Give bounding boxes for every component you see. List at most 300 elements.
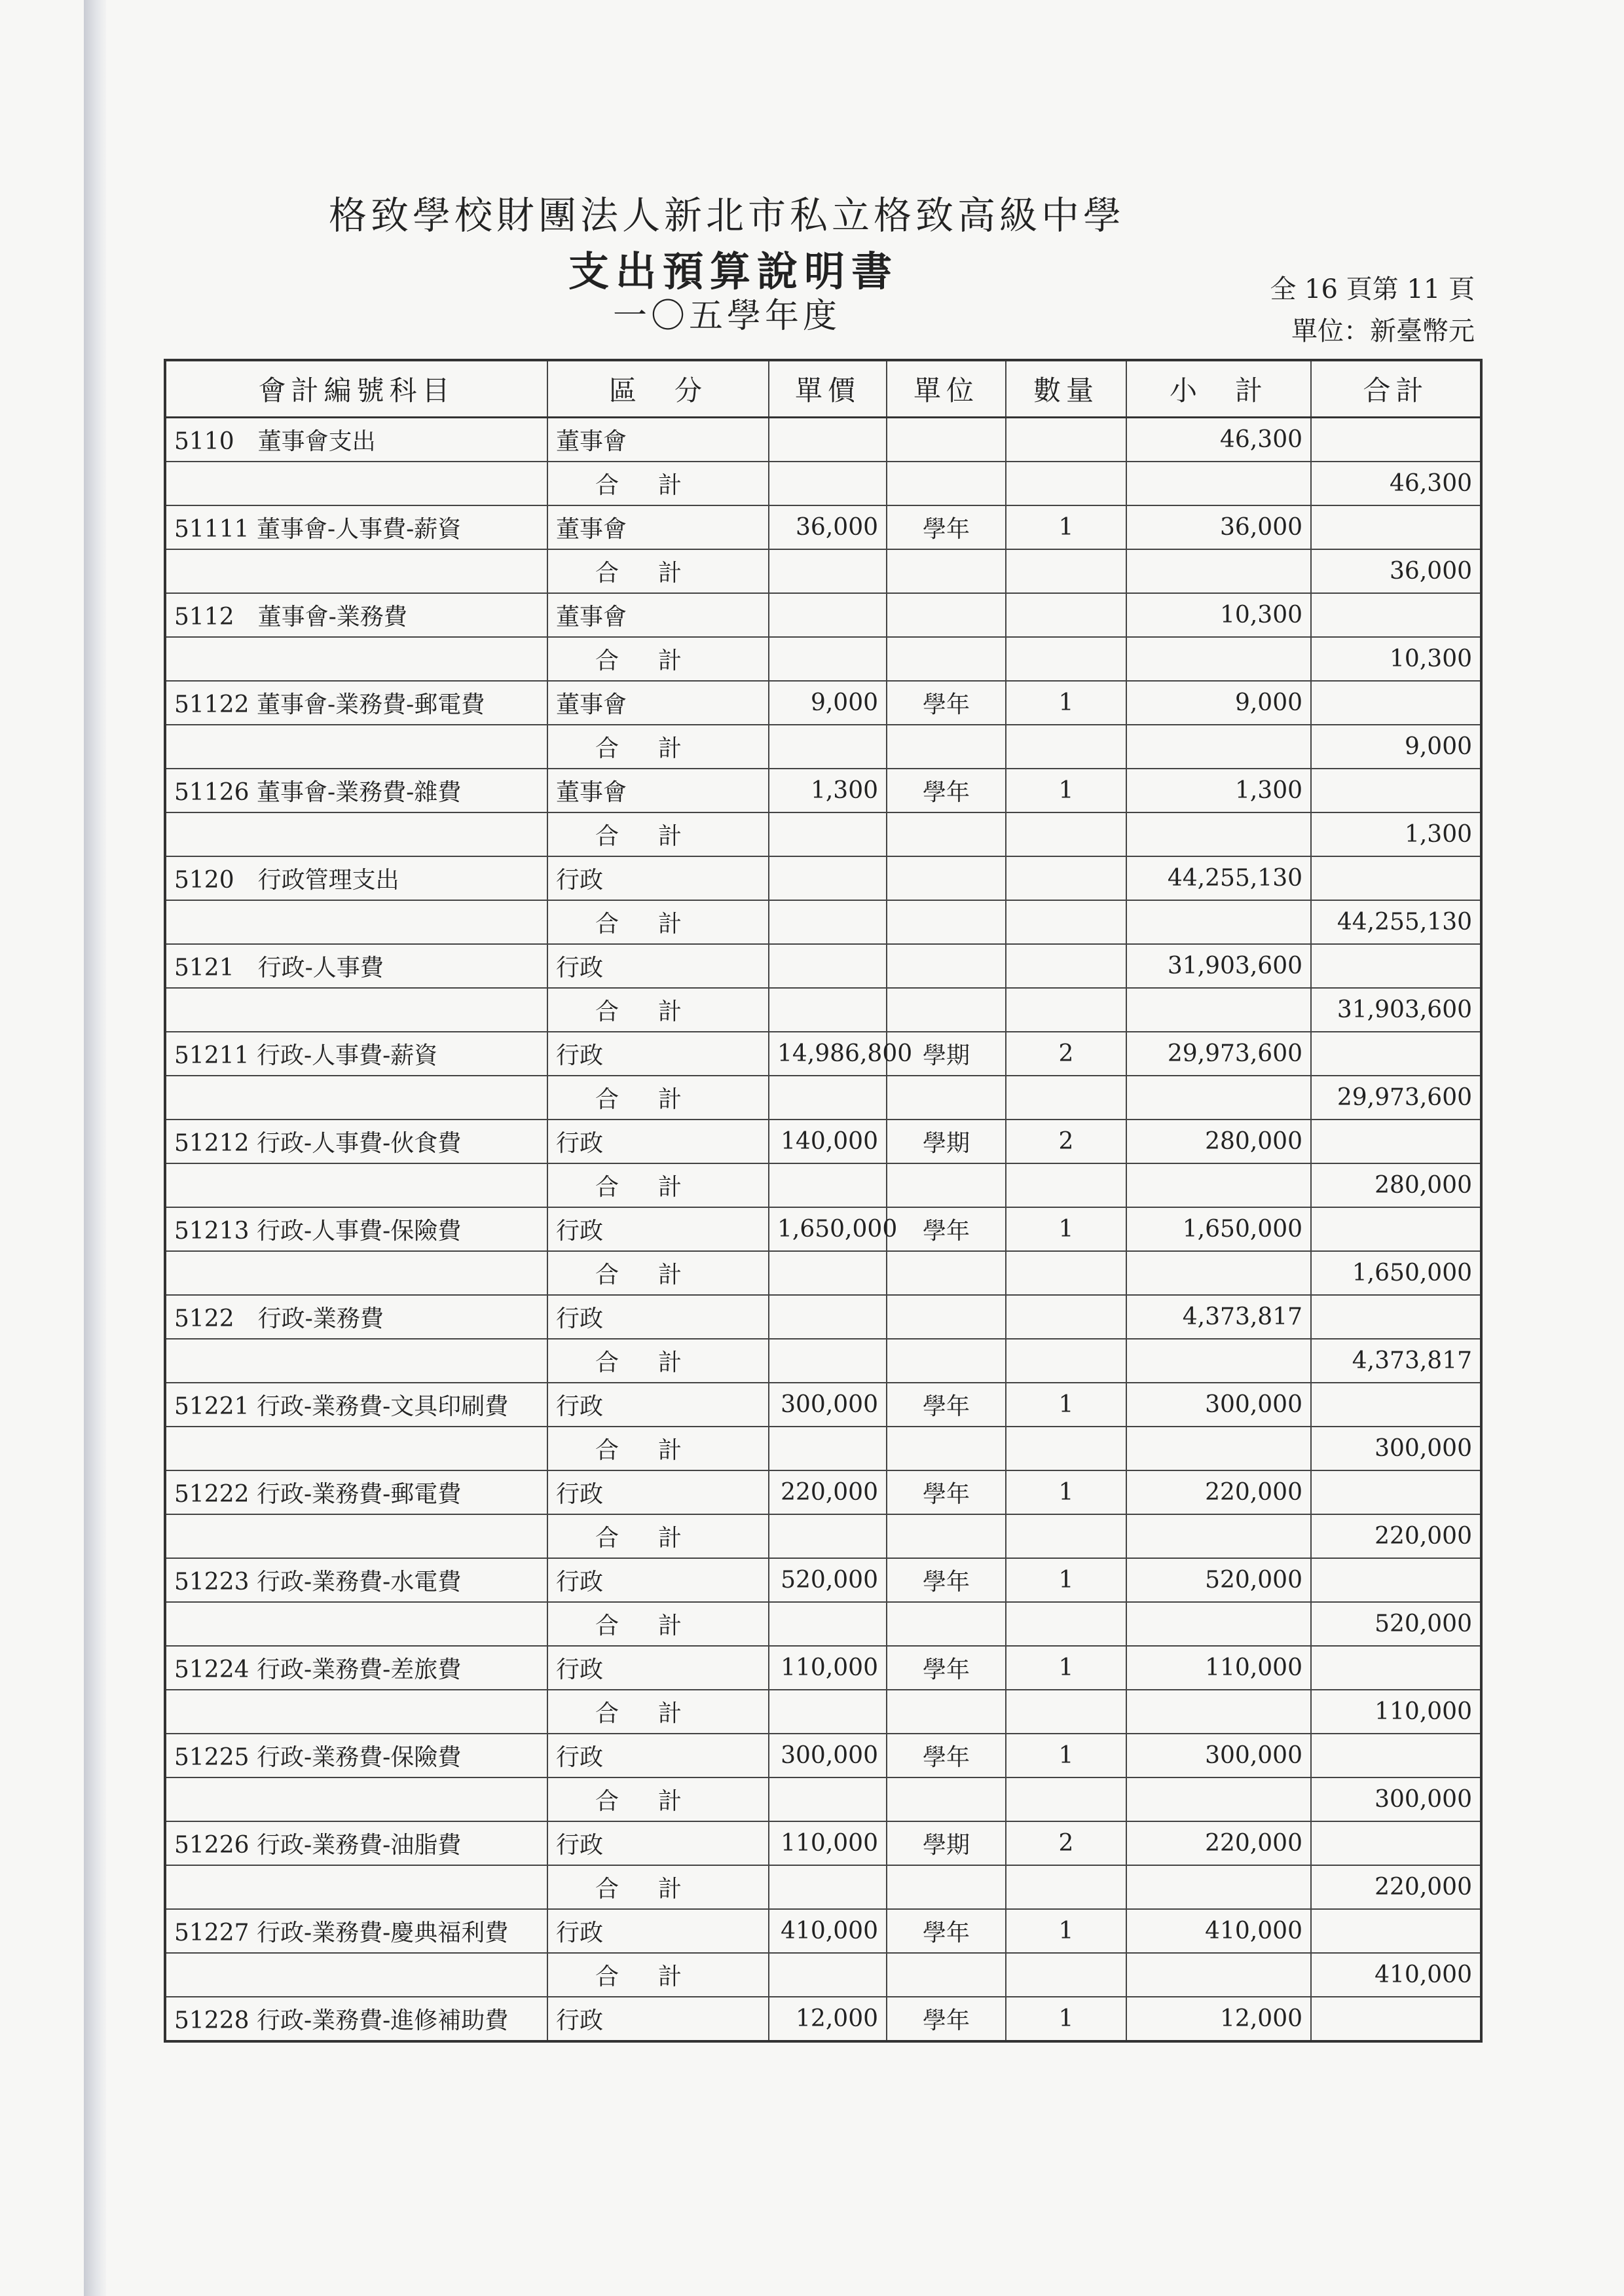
- unit-price-cell: [769, 593, 887, 637]
- org-title: 格致學校財團法人新北市私立格致高級中學: [328, 193, 1125, 238]
- account-code-cell: 51227 行政-業務費-慶典福利費: [165, 1909, 547, 1953]
- unit-price-cell: 140,000: [769, 1120, 887, 1163]
- quantity-cell: [1006, 1295, 1126, 1339]
- total-cell: [1311, 1821, 1481, 1865]
- quantity-cell: 1: [1006, 1383, 1126, 1427]
- total-cell: [1311, 1558, 1481, 1602]
- unit-price-cell: 410,000: [769, 1909, 887, 1953]
- division-cell: 董事會: [547, 418, 769, 462]
- quantity-cell: 1: [1006, 1470, 1126, 1514]
- unit-price-cell: 220,000: [769, 1470, 887, 1514]
- total-cell: [1311, 1032, 1481, 1076]
- quantity-cell: [1006, 812, 1126, 856]
- total-label-cell: 合計: [547, 1777, 769, 1821]
- division-cell: 行政: [547, 1470, 769, 1514]
- total-label-cell: 合計: [547, 1339, 769, 1383]
- account-code-cell: [165, 1163, 547, 1207]
- total-cell: 520,000: [1311, 1602, 1481, 1646]
- subtotal-cell: [1126, 637, 1311, 681]
- unit-cell: 學年: [887, 1207, 1006, 1251]
- division-cell: 行政: [547, 1734, 769, 1777]
- quantity-cell: 1: [1006, 1734, 1126, 1777]
- unit-price-cell: [769, 1295, 887, 1339]
- unit-cell: [887, 1865, 1006, 1909]
- account-code-cell: [165, 1602, 547, 1646]
- quantity-cell: 1: [1006, 1997, 1126, 2041]
- total-cell: 220,000: [1311, 1514, 1481, 1558]
- total-label-cell: 合計: [547, 1076, 769, 1120]
- subtotal-cell: [1126, 1602, 1311, 1646]
- account-code-cell: 51211 行政-人事費-薪資: [165, 1032, 547, 1076]
- subtotal-cell: [1126, 900, 1311, 944]
- quantity-cell: [1006, 944, 1126, 988]
- unit-cell: [887, 1777, 1006, 1821]
- quantity-cell: [1006, 1865, 1126, 1909]
- unit-cell: [887, 856, 1006, 900]
- total-cell: [1311, 1470, 1481, 1514]
- unit-cell: [887, 462, 1006, 505]
- account-code-cell: 51226 行政-業務費-油脂費: [165, 1821, 547, 1865]
- unit-price-cell: [769, 549, 887, 593]
- unit-cell: 學年: [887, 1383, 1006, 1427]
- quantity-cell: 1: [1006, 1909, 1126, 1953]
- total-row: [165, 1514, 1481, 1558]
- total-label-cell: 合計: [547, 725, 769, 769]
- account-code-cell: [165, 462, 547, 505]
- total-cell: [1311, 1295, 1481, 1339]
- quantity-cell: 1: [1006, 1558, 1126, 1602]
- total-cell: 220,000: [1311, 1865, 1481, 1909]
- total-label-cell: 合計: [547, 549, 769, 593]
- total-cell: [1311, 1646, 1481, 1690]
- division-cell: 行政: [547, 1383, 769, 1427]
- subtotal-cell: [1126, 725, 1311, 769]
- unit-price-cell: [769, 462, 887, 505]
- total-cell: [1311, 593, 1481, 637]
- quantity-cell: 2: [1006, 1032, 1126, 1076]
- quantity-cell: [1006, 1076, 1126, 1120]
- total-cell: [1311, 418, 1481, 462]
- quantity-cell: [1006, 1514, 1126, 1558]
- unit-cell: [887, 900, 1006, 944]
- unit-price-cell: 36,000: [769, 505, 887, 549]
- account-code-cell: 51122 董事會-業務費-郵電費: [165, 681, 547, 725]
- total-cell: [1311, 681, 1481, 725]
- total-label-cell: 合計: [547, 637, 769, 681]
- total-cell: 36,000: [1311, 549, 1481, 593]
- table-body: [165, 418, 1481, 2042]
- currency-unit: 單位：新臺幣元: [1291, 316, 1475, 346]
- division-cell: 行政: [547, 1558, 769, 1602]
- quantity-cell: [1006, 418, 1126, 462]
- total-row: [165, 637, 1481, 681]
- unit-price-cell: [769, 988, 887, 1032]
- account-code-cell: 51213 行政-人事費-保險費: [165, 1207, 547, 1251]
- unit-cell: 學年: [887, 505, 1006, 549]
- subtotal-cell: [1126, 462, 1311, 505]
- total-row: [165, 1427, 1481, 1470]
- unit-cell: 學年: [887, 769, 1006, 812]
- col-quantity-header: 數量: [1006, 360, 1126, 418]
- subtotal-cell: [1126, 1865, 1311, 1909]
- account-code-cell: 51228 行政-業務費-進修補助費: [165, 1997, 547, 2041]
- total-label-cell: 合計: [547, 900, 769, 944]
- table-row: [165, 1383, 1481, 1427]
- total-label-cell: 合計: [547, 1427, 769, 1470]
- subtotal-cell: 4,373,817: [1126, 1295, 1311, 1339]
- account-code-cell: [165, 1777, 547, 1821]
- account-code-cell: [165, 1865, 547, 1909]
- division-cell: 董事會: [547, 505, 769, 549]
- account-code-cell: 51223 行政-業務費-水電費: [165, 1558, 547, 1602]
- total-cell: 29,973,600: [1311, 1076, 1481, 1120]
- total-cell: [1311, 769, 1481, 812]
- quantity-cell: [1006, 1339, 1126, 1383]
- unit-cell: [887, 1295, 1006, 1339]
- total-cell: 9,000: [1311, 725, 1481, 769]
- quantity-cell: [1006, 856, 1126, 900]
- total-row: [165, 900, 1481, 944]
- account-code-cell: 5120 行政管理支出: [165, 856, 547, 900]
- unit-cell: [887, 1427, 1006, 1470]
- total-cell: [1311, 1909, 1481, 1953]
- total-cell: 31,903,600: [1311, 988, 1481, 1032]
- account-code-cell: 51222 行政-業務費-郵電費: [165, 1470, 547, 1514]
- unit-price-cell: [769, 1339, 887, 1383]
- fiscal-year: 一〇五學年度: [612, 297, 841, 336]
- unit-cell: [887, 1602, 1006, 1646]
- total-cell: [1311, 1997, 1481, 2041]
- subtotal-cell: [1126, 549, 1311, 593]
- division-cell: 行政: [547, 1120, 769, 1163]
- unit-cell: 學期: [887, 1821, 1006, 1865]
- quantity-cell: [1006, 637, 1126, 681]
- quantity-cell: 1: [1006, 505, 1126, 549]
- subtotal-cell: 220,000: [1126, 1821, 1311, 1865]
- subtotal-cell: [1126, 1953, 1311, 1997]
- unit-price-cell: 1,300: [769, 769, 887, 812]
- unit-cell: 學年: [887, 1909, 1006, 1953]
- total-row: [165, 1163, 1481, 1207]
- table-row: [165, 1295, 1481, 1339]
- total-label-cell: 合計: [547, 1163, 769, 1207]
- total-cell: [1311, 1120, 1481, 1163]
- total-cell: 300,000: [1311, 1427, 1481, 1470]
- total-cell: 410,000: [1311, 1953, 1481, 1997]
- unit-cell: [887, 944, 1006, 988]
- subtotal-cell: 10,300: [1126, 593, 1311, 637]
- total-cell: 300,000: [1311, 1777, 1481, 1821]
- unit-price-cell: [769, 1514, 887, 1558]
- subtotal-cell: 1,650,000: [1126, 1207, 1311, 1251]
- unit-price-cell: 12,000: [769, 1997, 887, 2041]
- unit-price-cell: 300,000: [769, 1734, 887, 1777]
- account-code-cell: [165, 900, 547, 944]
- subtotal-cell: [1126, 1163, 1311, 1207]
- table-row: [165, 769, 1481, 812]
- unit-price-cell: [769, 1865, 887, 1909]
- unit-cell: 學年: [887, 681, 1006, 725]
- total-cell: [1311, 505, 1481, 549]
- total-label-cell: 合計: [547, 1251, 769, 1295]
- division-cell: 行政: [547, 1909, 769, 1953]
- table-row: [165, 1909, 1481, 1953]
- account-code-cell: 5122 行政-業務費: [165, 1295, 547, 1339]
- subtotal-cell: [1126, 988, 1311, 1032]
- unit-cell: [887, 593, 1006, 637]
- account-code-cell: 51111 董事會-人事費-薪資: [165, 505, 547, 549]
- unit-price-cell: 9,000: [769, 681, 887, 725]
- account-code-cell: [165, 1427, 547, 1470]
- account-code-cell: 51212 行政-人事費-伙食費: [165, 1120, 547, 1163]
- quantity-cell: [1006, 1251, 1126, 1295]
- subtotal-cell: [1126, 1690, 1311, 1734]
- budget-table: [164, 359, 1483, 2043]
- quantity-cell: [1006, 549, 1126, 593]
- unit-cell: [887, 1163, 1006, 1207]
- table-row: [165, 1470, 1481, 1514]
- quantity-cell: 2: [1006, 1821, 1126, 1865]
- unit-price-cell: 1,650,000: [769, 1207, 887, 1251]
- account-code-cell: [165, 1339, 547, 1383]
- account-code-cell: [165, 1076, 547, 1120]
- account-code-cell: [165, 1690, 547, 1734]
- total-row: [165, 549, 1481, 593]
- unit-cell: 學年: [887, 1997, 1006, 2041]
- unit-price-cell: 300,000: [769, 1383, 887, 1427]
- total-row: [165, 1251, 1481, 1295]
- division-cell: 行政: [547, 1997, 769, 2041]
- subtotal-cell: [1126, 1514, 1311, 1558]
- total-cell: [1311, 1207, 1481, 1251]
- unit-price-cell: [769, 1953, 887, 1997]
- account-code-cell: [165, 637, 547, 681]
- division-cell: 董事會: [547, 681, 769, 725]
- total-row: [165, 988, 1481, 1032]
- subtotal-cell: 300,000: [1126, 1734, 1311, 1777]
- total-label-cell: 合計: [547, 1953, 769, 1997]
- account-code-cell: [165, 1514, 547, 1558]
- total-cell: 10,300: [1311, 637, 1481, 681]
- table-row: [165, 944, 1481, 988]
- unit-cell: [887, 1251, 1006, 1295]
- unit-cell: [887, 549, 1006, 593]
- col-division-header: 區 分: [547, 360, 769, 418]
- total-label-cell: 合計: [547, 1602, 769, 1646]
- division-cell: 董事會: [547, 769, 769, 812]
- account-code-cell: [165, 988, 547, 1032]
- subtotal-cell: 46,300: [1126, 418, 1311, 462]
- total-row: [165, 725, 1481, 769]
- division-cell: 行政: [547, 1821, 769, 1865]
- unit-cell: 學期: [887, 1032, 1006, 1076]
- table-row: [165, 1558, 1481, 1602]
- unit-cell: [887, 418, 1006, 462]
- unit-price-cell: [769, 1251, 887, 1295]
- col-unit-price-header: 單價: [769, 360, 887, 418]
- total-row: [165, 1076, 1481, 1120]
- table-row: [165, 681, 1481, 725]
- table-row: [165, 1821, 1481, 1865]
- account-code-cell: [165, 1953, 547, 1997]
- page-number: 全 16 頁第 11 頁: [1270, 274, 1475, 304]
- subtotal-cell: 220,000: [1126, 1470, 1311, 1514]
- unit-cell: [887, 1076, 1006, 1120]
- scan-binding-edge: [84, 0, 106, 2296]
- total-label-cell: 合計: [547, 1865, 769, 1909]
- quantity-cell: [1006, 1163, 1126, 1207]
- unit-price-cell: [769, 1076, 887, 1120]
- subtotal-cell: [1126, 1251, 1311, 1295]
- table-row: [165, 418, 1481, 462]
- quantity-cell: [1006, 462, 1126, 505]
- unit-cell: [887, 812, 1006, 856]
- quantity-cell: [1006, 900, 1126, 944]
- table-header-row: [165, 360, 1481, 418]
- division-cell: 行政: [547, 856, 769, 900]
- col-unit-header: 單位: [887, 360, 1006, 418]
- unit-cell: [887, 725, 1006, 769]
- subtotal-cell: [1126, 812, 1311, 856]
- subtotal-cell: 1,300: [1126, 769, 1311, 812]
- quantity-cell: [1006, 1427, 1126, 1470]
- table-row: [165, 1734, 1481, 1777]
- unit-price-cell: [769, 1163, 887, 1207]
- table-row: [165, 1207, 1481, 1251]
- doc-title: 支出預算說明書: [568, 247, 898, 295]
- table-row: [165, 1032, 1481, 1076]
- subtotal-cell: 9,000: [1126, 681, 1311, 725]
- quantity-cell: 1: [1006, 769, 1126, 812]
- division-cell: 行政: [547, 944, 769, 988]
- account-code-cell: 51221 行政-業務費-文具印刷費: [165, 1383, 547, 1427]
- total-row: [165, 462, 1481, 505]
- total-row: [165, 1602, 1481, 1646]
- division-cell: 行政: [547, 1032, 769, 1076]
- total-cell: 1,300: [1311, 812, 1481, 856]
- account-code-cell: 5121 行政-人事費: [165, 944, 547, 988]
- unit-price-cell: 110,000: [769, 1646, 887, 1690]
- unit-price-cell: [769, 1602, 887, 1646]
- total-label-cell: 合計: [547, 462, 769, 505]
- account-code-cell: [165, 1251, 547, 1295]
- quantity-cell: [1006, 1777, 1126, 1821]
- total-cell: [1311, 944, 1481, 988]
- total-row: [165, 1690, 1481, 1734]
- unit-price-cell: [769, 856, 887, 900]
- total-cell: 1,650,000: [1311, 1251, 1481, 1295]
- total-label-cell: 合計: [547, 1514, 769, 1558]
- unit-cell: [887, 1339, 1006, 1383]
- unit-cell: 學年: [887, 1646, 1006, 1690]
- total-row: [165, 1865, 1481, 1909]
- quantity-cell: [1006, 1690, 1126, 1734]
- col-account-code-header: 會計編號科目: [165, 360, 547, 418]
- unit-cell: 學年: [887, 1734, 1006, 1777]
- division-cell: 董事會: [547, 593, 769, 637]
- total-row: [165, 1953, 1481, 1997]
- subtotal-cell: 280,000: [1126, 1120, 1311, 1163]
- quantity-cell: [1006, 988, 1126, 1032]
- table-row: [165, 593, 1481, 637]
- total-cell: 4,373,817: [1311, 1339, 1481, 1383]
- total-row: [165, 812, 1481, 856]
- unit-cell: [887, 637, 1006, 681]
- unit-cell: [887, 1514, 1006, 1558]
- total-cell: 46,300: [1311, 462, 1481, 505]
- account-code-cell: 51224 行政-業務費-差旅費: [165, 1646, 547, 1690]
- unit-cell: 學年: [887, 1470, 1006, 1514]
- total-cell: [1311, 1383, 1481, 1427]
- subtotal-cell: 110,000: [1126, 1646, 1311, 1690]
- account-code-cell: [165, 549, 547, 593]
- total-cell: 110,000: [1311, 1690, 1481, 1734]
- col-total-header: 合計: [1311, 360, 1481, 418]
- quantity-cell: [1006, 1953, 1126, 1997]
- subtotal-cell: 36,000: [1126, 505, 1311, 549]
- subtotal-cell: [1126, 1339, 1311, 1383]
- division-cell: 行政: [547, 1646, 769, 1690]
- total-row: [165, 1339, 1481, 1383]
- table-row: [165, 1646, 1481, 1690]
- quantity-cell: [1006, 1602, 1126, 1646]
- unit-price-cell: [769, 725, 887, 769]
- total-label-cell: 合計: [547, 988, 769, 1032]
- table-row: [165, 1120, 1481, 1163]
- unit-price-cell: 520,000: [769, 1558, 887, 1602]
- table-row: [165, 505, 1481, 549]
- unit-price-cell: [769, 1690, 887, 1734]
- division-cell: 行政: [547, 1295, 769, 1339]
- subtotal-cell: [1126, 1076, 1311, 1120]
- total-cell: [1311, 856, 1481, 900]
- total-label-cell: 合計: [547, 1690, 769, 1734]
- unit-cell: 學年: [887, 1558, 1006, 1602]
- account-code-cell: 51225 行政-業務費-保險費: [165, 1734, 547, 1777]
- quantity-cell: [1006, 725, 1126, 769]
- unit-price-cell: [769, 1427, 887, 1470]
- unit-price-cell: [769, 812, 887, 856]
- account-code-cell: [165, 725, 547, 769]
- unit-price-cell: [769, 900, 887, 944]
- unit-price-cell: 14,986,800: [769, 1032, 887, 1076]
- quantity-cell: 1: [1006, 681, 1126, 725]
- unit-cell: [887, 1690, 1006, 1734]
- quantity-cell: 2: [1006, 1120, 1126, 1163]
- subtotal-cell: 410,000: [1126, 1909, 1311, 1953]
- total-label-cell: 合計: [547, 812, 769, 856]
- division-cell: 行政: [547, 1207, 769, 1251]
- subtotal-cell: 300,000: [1126, 1383, 1311, 1427]
- quantity-cell: [1006, 593, 1126, 637]
- unit-price-cell: [769, 418, 887, 462]
- page-info-block: [1270, 268, 1475, 352]
- subtotal-cell: [1126, 1427, 1311, 1470]
- unit-cell: 學期: [887, 1120, 1006, 1163]
- account-code-cell: [165, 812, 547, 856]
- unit-price-cell: 110,000: [769, 1821, 887, 1865]
- quantity-cell: 1: [1006, 1207, 1126, 1251]
- unit-cell: [887, 1953, 1006, 1997]
- subtotal-cell: 44,255,130: [1126, 856, 1311, 900]
- unit-price-cell: [769, 944, 887, 988]
- account-code-cell: 51126 董事會-業務費-雜費: [165, 769, 547, 812]
- table-row: [165, 1997, 1481, 2041]
- table-row: [165, 856, 1481, 900]
- unit-price-cell: [769, 1777, 887, 1821]
- total-cell: 280,000: [1311, 1163, 1481, 1207]
- total-row: [165, 1777, 1481, 1821]
